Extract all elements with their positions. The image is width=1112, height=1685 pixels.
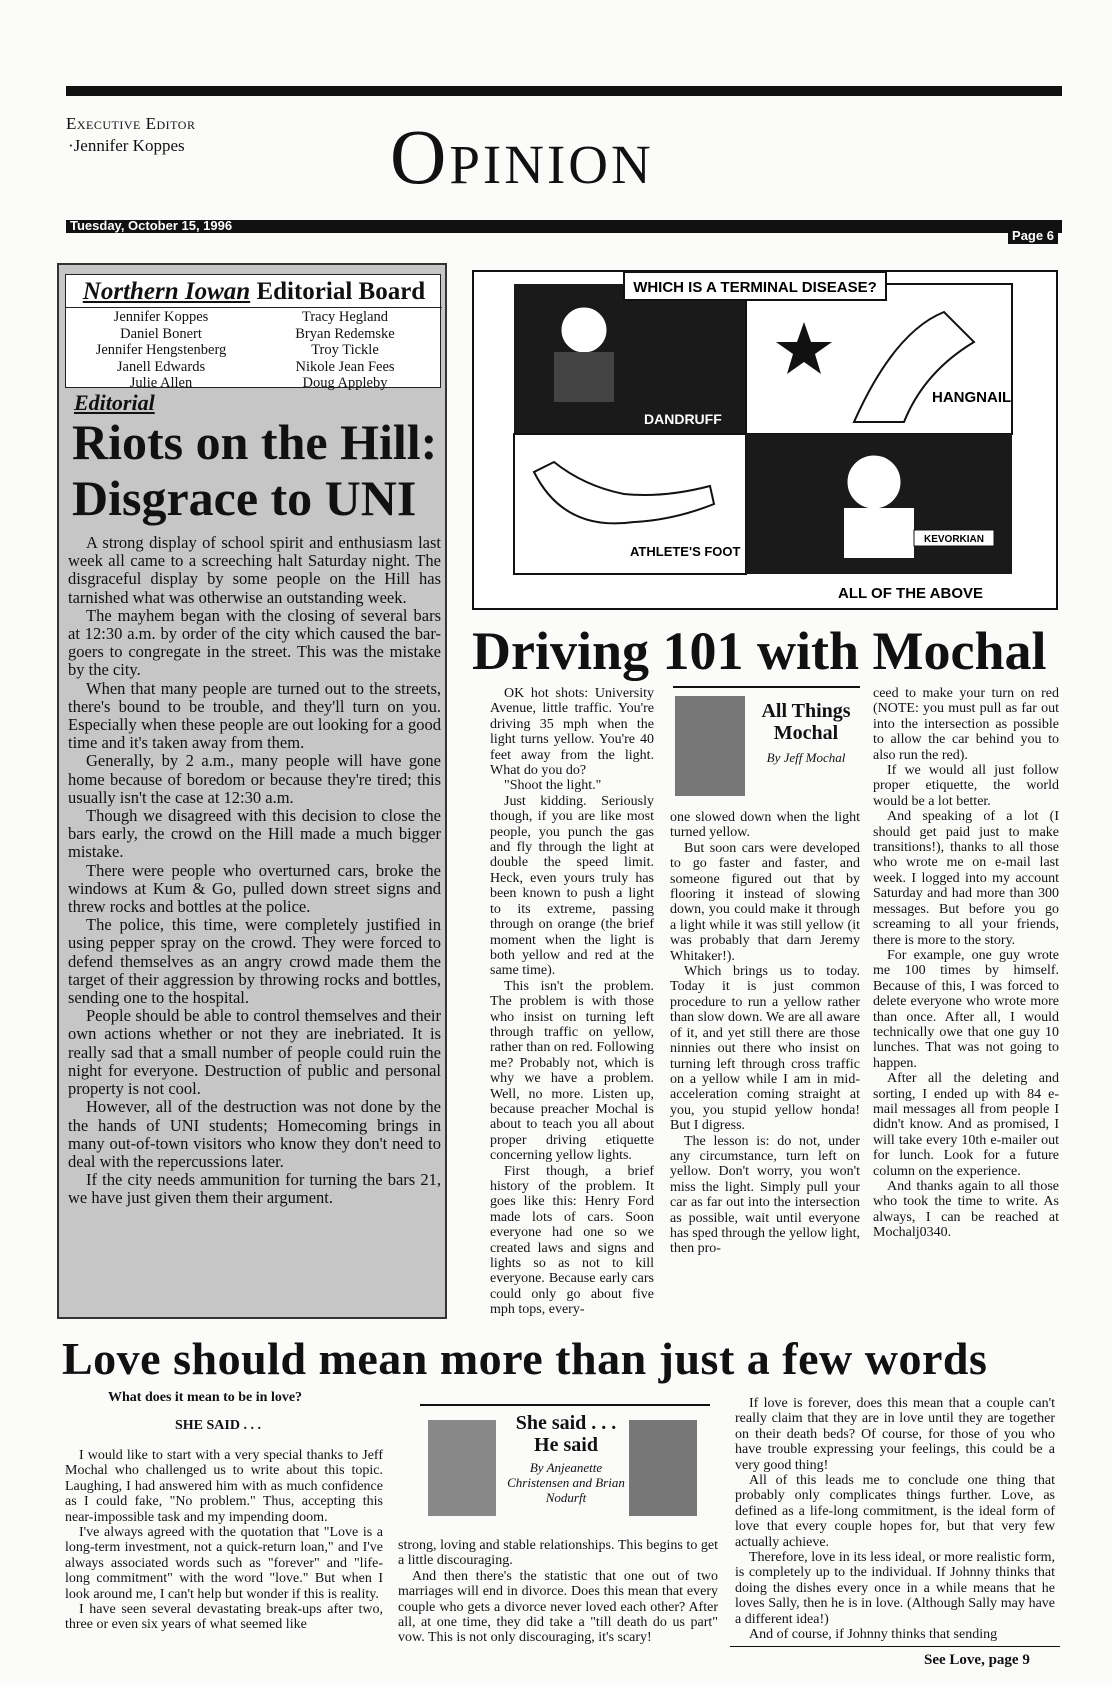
board-member: Julie Allen [129, 375, 193, 391]
paragraph: People should be able to control themselves and their own actions whether or not they are inebriated. It is really sad that a small number of people could ruin the night for everyone. Destruction of public and personal property is not cool. [68, 1006, 441, 1099]
cartoon-title: WHICH IS A TERMINAL DISEASE? [633, 279, 877, 296]
editorial-headline: Riots on the Hill: Disgrace to UNI [72, 414, 438, 526]
board-member: Nikole Jean Fees [295, 358, 395, 375]
masthead-rule [66, 86, 1062, 96]
paragraph: I would like to start with a very special thanks to Jeff Mochal who challenged us to write about this topic. Laughing, I had answered him with as much confidence as I could fake, "No problem." Thus, accepting this near-impossible task and my impending doom. [65, 1448, 383, 1525]
board-member: Jennifer Koppes [113, 309, 209, 325]
board-member: Doug Appleby [302, 375, 388, 391]
columnist-box [673, 686, 860, 804]
board-member: Daniel Bonert [120, 325, 202, 342]
driving-headline: Driving 101 with Mochal [472, 621, 1047, 681]
paragraph: Therefore, love in its less ideal, or more realistic form, is completely up to the individual. If Johnny thinks that doing the dishes every once in a while means that he loves Sally, then he is in love. (Although Sally may have a different idea!) [735, 1550, 1055, 1627]
she-said-label: SHE SAID . . . [175, 1418, 261, 1433]
author-photo-he [629, 1420, 697, 1516]
board-member: Tracy Hegland [301, 309, 389, 325]
paragraph: Generally, by 2 a.m., many people will have gone home because of boredom or because they're tired; this usually isn't the case at 12:30 a.m. [68, 751, 441, 807]
author-photo-she [428, 1420, 496, 1516]
love-column-1 [65, 1448, 383, 1633]
byline: By Anjeanette Christensen and Brian Nodurft [507, 1460, 625, 1505]
board-member: Troy Tickle [311, 342, 379, 358]
woman-head [562, 308, 606, 352]
paragraph: Just kidding. Seriously though, if you are like most people, you punch the gas and fly through the light at double the speed limit. Heck, even yours truly has been known to push a light to its extreme, passing through on orange (the brief moment when the light is both yellow and red at the same time). [490, 793, 654, 979]
paragraph: And of course, if Johnny thinks that sending [749, 1627, 998, 1643]
paragraph: For example, one guy wrote me 100 times by himself. Because of this, I was forced to delete everyone who wrote more than once. After all, I would technically owe that one guy 10 lunches. That was not going to happen. [873, 947, 1059, 1071]
editorial-board-box [65, 274, 441, 391]
paragraph: The police, this time, were completely justified in using pepper spray on the crowd. They were forced to defend themselves as an angry crowd made them the target of their aggression by throwing rocks and bottles, sending one to the hospital. [68, 915, 441, 1008]
paragraph: There were people who overturned cars, broke the windows at Kum & Go, pulled down street signs and threw rocks and bottles at the police. [68, 860, 441, 917]
column-name: She said . . . He said [515, 1412, 617, 1456]
love-headline: Love should mean more than just a few words [62, 1333, 988, 1384]
board-member: Jennifer Hengstenberg [95, 342, 227, 358]
label-hangnail: HANGNAIL [932, 389, 1012, 406]
paragraph: The lesson is: do not, under any circumstance, turn left on yellow. Don't worry, you won't miss the light. Simply pull your car as far out into the intersection as possible, wait until everyone has sped through the yellow light, then pro- [670, 1133, 860, 1257]
board-members-right [252, 309, 438, 392]
paragraph: A strong display of school spirit and enthusiasm last week all came to a screeching halt Saturday night. The disgraceful display by some people on the Hill has tarnished what was otherwise an outstanding week. [68, 533, 441, 607]
editorial-body [68, 534, 441, 1208]
paragraph: But soon cars were developed to go faster and faster, and someone figured out that by flooring it instead of slowing down, you could make it through a light while it was still yellow (it was probably that darn Jeremy Whitaker!). [670, 840, 860, 964]
paragraph: First though, a brief history of the problem. It goes like this: Henry Ford made lots of cars. Soon everyone had one so we created laws and signs and lights so as not to kill everyone. Because early cars could only go about five mph tops, every- [490, 1163, 654, 1318]
editorial-kicker: Editorial [74, 390, 155, 415]
authors-box [420, 1404, 710, 1526]
paragraph: OK hot shots: University Avenue, little traffic. You're driving 35 mph when the light turns yellow. You're 40 feet away from the light. What do you do? [490, 686, 654, 779]
byline: By Jeff Mochal [766, 750, 846, 765]
paragraph: If the city needs ammunition for turning the bars 21, we have just given them their argument. [68, 1170, 441, 1208]
paragraph: I've always agreed with the quotation that "Love is a long-term investment, not a quick-return loan," and I've always associated words such as "forever" and "life-long commitment" with the word "love." But when I look around me, I can't help but wonder if this is reality. [65, 1525, 383, 1602]
paragraph: Though we disagreed with this decision to close the bars early, the crowd on the Hill made a much bigger mistake. [68, 806, 441, 862]
paragraph: I have seen several devastating break-ups after two, three or even six years of what seemed like [65, 1602, 383, 1633]
paragraph: When that many people are turned out to the streets, there's bound to be trouble, and they'll turn on you. Especially when these people are out looking for a good time and it's taken away from them. [68, 678, 441, 753]
paragraph: All of this leads me to conclude one thing that probably only complicates things further. Love, as defined as a life-long commitment, is the ideal form of love that every couple hopes for, but that very few actually achieve. [735, 1473, 1055, 1550]
section-title: Opinion [390, 113, 654, 200]
paragraph: ceed to make your turn on red (NOTE: you must pull as far out into the intersection as possible to allow the car behind you to also run the red). [873, 686, 1059, 763]
board-member: Janell Edwards [116, 358, 206, 375]
paragraph: After all the deleting and sorting, I ended up with 84 e-mail messages all from people I didn't know. And as promised, I will take every 10th e-mailer out for lunch. Look for a future column on the experience. [873, 1071, 1059, 1179]
label-athletes-foot: ATHLETE'S FOOT [630, 544, 741, 559]
driving-column-2 [670, 810, 860, 1257]
jump-line: See Love, page 9 [924, 1652, 1030, 1668]
editorial-cartoon [472, 270, 1058, 610]
label-dandruff: DANDRUFF [644, 411, 722, 427]
doctor-body [844, 508, 914, 558]
issue-date: Tuesday, October 15, 1996 [70, 218, 233, 233]
paragraph: However, all of the destruction was not done by the the hands of UNI students; Homecoming brings in many out-of-town visitors who know they don't need to deal with the repercussions later. [68, 1097, 441, 1171]
columnist-photo [675, 696, 745, 796]
paragraph: And then there's the statistic that one out of two marriages will end in divorce. Does this mean that every couple who gets a divorce never loved each other? After all, at one time, they did take a "till death do us part" vow. This is not only discouraging, it's scary! [398, 1568, 718, 1646]
doctor-head [848, 456, 900, 508]
editorial-board-title: Northern Iowan Editorial Board [66, 278, 442, 308]
driving-column-1 [490, 686, 654, 1318]
love-column-2 [398, 1538, 718, 1646]
paragraph: This isn't the problem. The problem is with those who insist on turning left through traffic on yellow, rather than on red. Following me? Probably not, which is why we have a problem. Well, no more. Listen up, because preacher Mochal is about to teach you all about proper driving etiquette concerning yellow lights. [490, 978, 654, 1164]
paragraph: If we would all just follow proper etiquette, the world would be a lot better. [873, 763, 1059, 809]
cartoon-illustration [474, 272, 1056, 608]
paragraph: "Shoot the light." [504, 778, 602, 794]
paragraph: strong, loving and stable relationships. This begins to get a little discouraging. [398, 1538, 718, 1569]
driving-column-3 [873, 686, 1059, 1241]
executive-editor-name: ·Jennifer Koppes [68, 136, 185, 155]
paragraph: Which brings us to today. Today it is just common procedure to run a yellow rather than slow down. We are all aware of it, and yet still there are those ninnies out there who insist on turning left through cross traffic on a yellow while I am in mid-acceleration coming straight at you, you stupid yellow honda! But I digress. [670, 964, 860, 1134]
paragraph: one slowed down when the light turned yellow. [670, 810, 860, 841]
column-name: All Things Mochal [761, 700, 851, 744]
paragraph: And thanks again to all those who took the time to write. As always, I can be reached at Mochalj0340. [873, 1179, 1059, 1241]
executive-editor-label: Executive Editor [66, 114, 196, 133]
paragraph: And speaking of a lot (I should get paid just to make transitions!), thanks to all those who wrote me on e-mail last week. I logged into my account Saturday and had more than 300 messages. But before you go screaming to all your friends, there is more to the story. [873, 809, 1059, 948]
woman-body [554, 352, 614, 402]
paragraph: The mayhem began with the closing of several bars at 12:30 a.m. by order of the city which caused the bar-goers to congregate in the street. This was the mistake by the city. [68, 605, 441, 680]
board-members-left [68, 309, 254, 392]
page-number: Page 6 [1008, 228, 1058, 244]
label-all-of-the-above: ALL OF THE ABOVE [838, 585, 984, 602]
love-question: What does it mean to be in love? [108, 1390, 303, 1405]
label-kevorkian: KEVORKIAN [923, 534, 985, 545]
love-column-3 [735, 1396, 1055, 1643]
paragraph: If love is forever, does this mean that a couple can't really claim that they are in love until they are together on their death beds? Of course, for those of you who have trouble expressing your feelings, this could be a very good thing! [735, 1396, 1055, 1473]
board-member: Bryan Redemske [295, 325, 395, 342]
jump-rule [730, 1646, 1060, 1647]
